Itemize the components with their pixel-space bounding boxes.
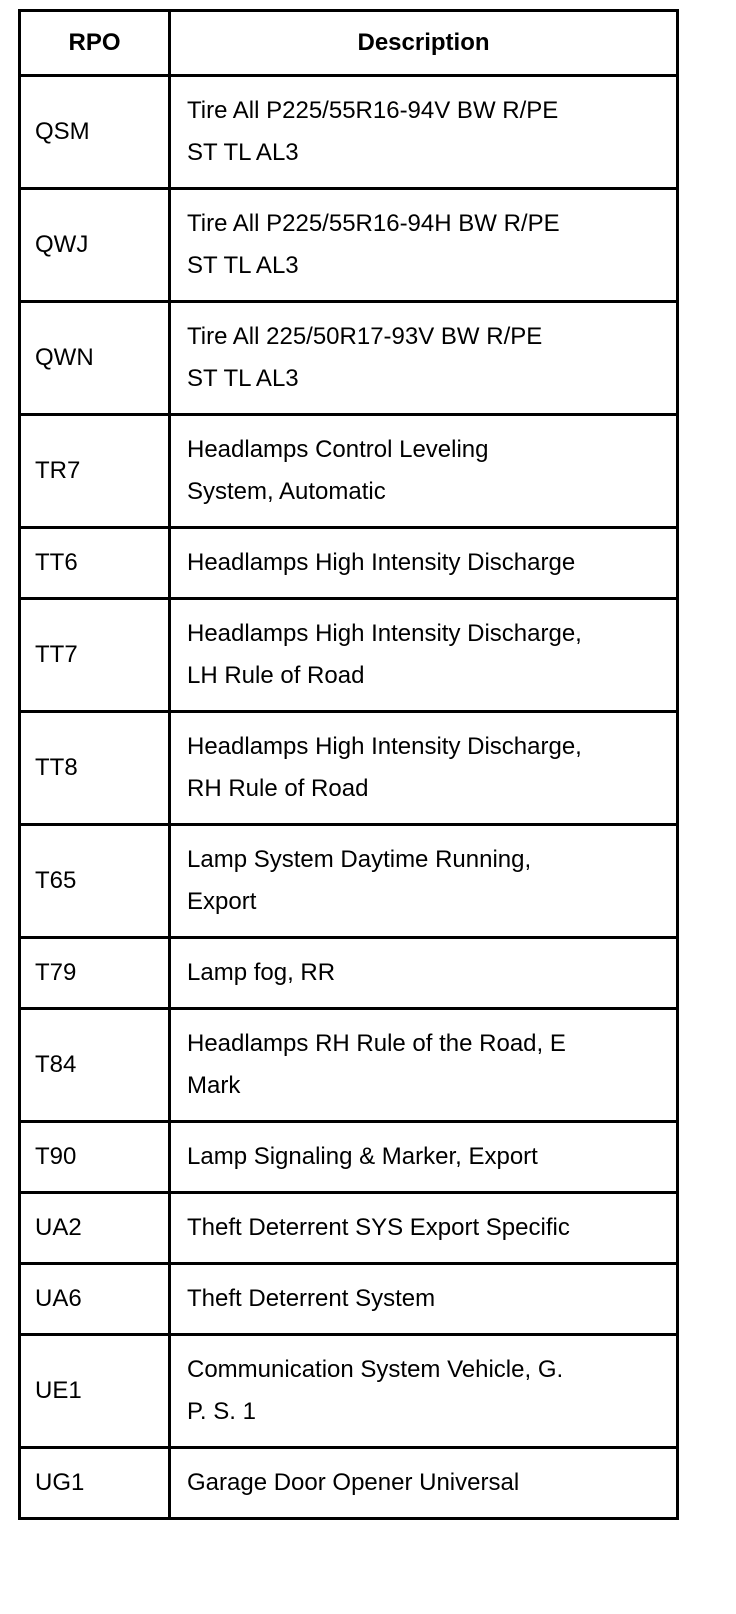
description-line-1: Tire All P225/55R16-94V BW R/PE	[187, 97, 559, 124]
table-row	[20, 825, 678, 938]
description-line-1: Lamp fog, RR	[187, 959, 336, 986]
table-row	[20, 76, 678, 189]
table-row	[20, 1122, 678, 1193]
table-row	[20, 528, 678, 599]
description-line-2: System, Automatic	[187, 478, 386, 505]
rpo-table	[18, 9, 679, 1520]
description-line-2: LH Rule of Road	[187, 662, 365, 689]
description-line-1: Communication System Vehicle, G.	[187, 1356, 564, 1383]
description-cell	[170, 1264, 678, 1335]
rpo-code-cell: UA2	[20, 1193, 170, 1264]
description-line-1: Headlamps Control Leveling	[187, 436, 489, 463]
description-line-1: Lamp Signaling & Marker, Export	[187, 1143, 538, 1170]
description-line-2: P. S. 1	[187, 1398, 256, 1425]
description-line-2: Export	[187, 888, 257, 915]
rpo-table-container	[18, 9, 676, 1520]
description-cell	[170, 1335, 678, 1448]
description-line-1: Headlamps High Intensity Discharge,	[187, 620, 582, 647]
description-cell	[170, 938, 678, 1009]
table-body	[20, 76, 678, 1519]
description-line-2: ST TL AL3	[187, 365, 299, 392]
table-row	[20, 1448, 678, 1519]
description-line-1: Garage Door Opener Universal	[187, 1469, 520, 1496]
table-row	[20, 302, 678, 415]
table-row	[20, 599, 678, 712]
rpo-code-cell: QWJ	[20, 189, 170, 302]
description-cell	[170, 1448, 678, 1519]
column-header-rpo: RPO	[20, 11, 170, 76]
description-line-2: ST TL AL3	[187, 139, 299, 166]
description-line-1: Theft Deterrent SYS Export Specific	[187, 1214, 570, 1241]
rpo-code-cell: UA6	[20, 1264, 170, 1335]
description-cell	[170, 825, 678, 938]
rpo-code-cell: T84	[20, 1009, 170, 1122]
rpo-code-cell: TT7	[20, 599, 170, 712]
column-header-description: Description	[170, 11, 678, 76]
description-line-1: Headlamps High Intensity Discharge,	[187, 733, 582, 760]
description-line-2: ST TL AL3	[187, 252, 299, 279]
rpo-code-cell: QSM	[20, 76, 170, 189]
rpo-code-cell: UE1	[20, 1335, 170, 1448]
description-line-1: Headlamps RH Rule of the Road, E	[187, 1030, 566, 1057]
description-line-1: Tire All 225/50R17-93V BW R/PE	[187, 323, 543, 350]
description-cell	[170, 76, 678, 189]
description-cell	[170, 528, 678, 599]
description-cell	[170, 302, 678, 415]
rpo-code-cell: T79	[20, 938, 170, 1009]
description-line-2: Mark	[187, 1072, 241, 1099]
table-row	[20, 1009, 678, 1122]
table-row	[20, 712, 678, 825]
description-cell	[170, 189, 678, 302]
description-cell	[170, 415, 678, 528]
description-line-1: Theft Deterrent System	[187, 1285, 436, 1312]
header-row	[20, 11, 678, 76]
table-row	[20, 415, 678, 528]
rpo-code-cell: TR7	[20, 415, 170, 528]
table-row	[20, 189, 678, 302]
rpo-code-cell: UG1	[20, 1448, 170, 1519]
description-cell	[170, 599, 678, 712]
rpo-code-cell: T65	[20, 825, 170, 938]
table-row	[20, 1264, 678, 1335]
description-cell	[170, 1193, 678, 1264]
description-line-1: Lamp System Daytime Running,	[187, 846, 532, 873]
description-cell	[170, 1122, 678, 1193]
description-cell	[170, 1009, 678, 1122]
table-row	[20, 1193, 678, 1264]
rpo-code-cell: QWN	[20, 302, 170, 415]
rpo-code-cell: TT8	[20, 712, 170, 825]
table-row	[20, 938, 678, 1009]
description-line-1: Headlamps High Intensity Discharge	[187, 549, 576, 576]
description-line-2: RH Rule of Road	[187, 775, 369, 802]
description-line-1: Tire All P225/55R16-94H BW R/PE	[187, 210, 560, 237]
rpo-code-cell: T90	[20, 1122, 170, 1193]
rpo-code-cell: TT6	[20, 528, 170, 599]
table-row	[20, 1335, 678, 1448]
description-cell	[170, 712, 678, 825]
